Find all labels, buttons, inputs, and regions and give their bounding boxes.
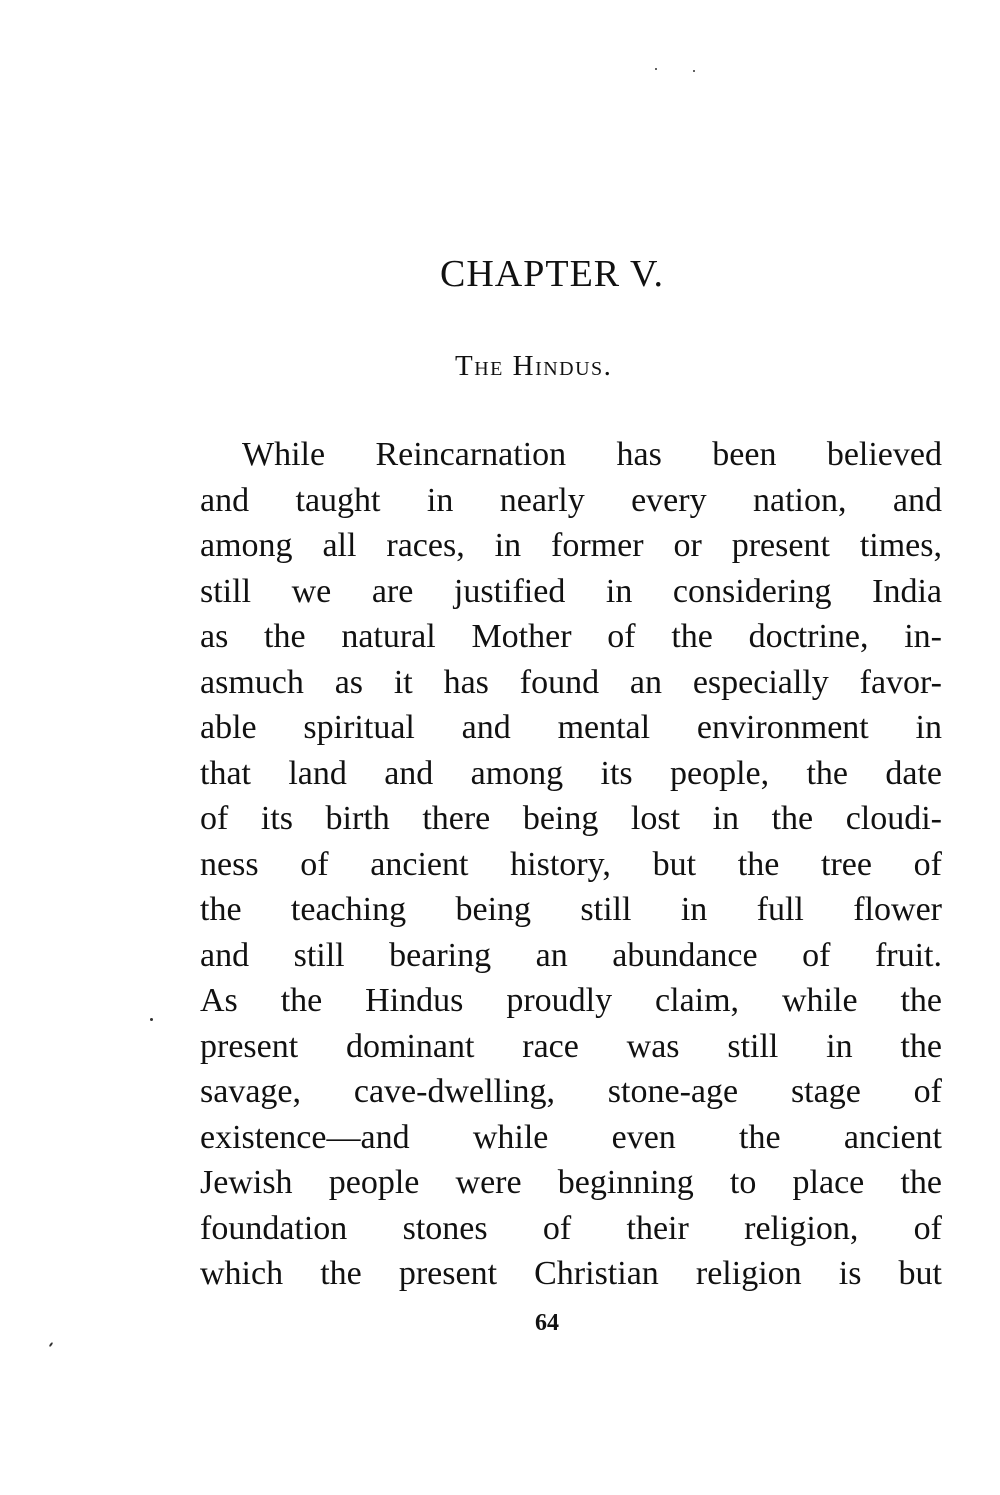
chapter-title: The Hindus. bbox=[455, 350, 613, 382]
text-line: able spiritual and mental environment in bbox=[200, 709, 942, 746]
text-line: While Reincarnation has been believed bbox=[242, 436, 942, 473]
text-line: foundation stones of their religion, of bbox=[200, 1209, 942, 1247]
text-line: asmuch as it has found an especially favor- bbox=[200, 663, 942, 701]
text-line: among all races, in former or present times, bbox=[200, 527, 942, 564]
text-line: Jewish people were beginning to place the bbox=[200, 1164, 942, 1201]
text-line: ness of ancient history, but the tree of bbox=[200, 845, 942, 883]
scan-speck bbox=[49, 1342, 54, 1347]
scan-speck bbox=[693, 70, 695, 72]
text-line: savage, cave-dwelling, stone-age stage of bbox=[200, 1073, 942, 1110]
text-line: present dominant race was still in the bbox=[200, 1027, 942, 1065]
scan-speck bbox=[150, 1018, 153, 1021]
chapter-number: CHAPTER V. bbox=[440, 253, 664, 295]
text-line: and taught in nearly every nation, and bbox=[200, 481, 942, 519]
text-line: as the natural Mother of the doctrine, in- bbox=[200, 618, 942, 655]
page-number: 64 bbox=[535, 1310, 559, 1336]
text-line: As the Hindus proudly claim, while the bbox=[200, 982, 942, 1019]
text-line: still we are justified in considering India bbox=[200, 572, 942, 610]
body-text bbox=[200, 432, 942, 1297]
text-line: which the present Christian religion is but bbox=[200, 1255, 942, 1292]
text-line: the teaching being still in full flower bbox=[200, 891, 942, 928]
text-line: existence—and while even the ancient bbox=[200, 1118, 942, 1156]
text-line: and still bearing an abundance of fruit. bbox=[200, 936, 942, 974]
scan-speck bbox=[655, 68, 657, 70]
text-line: of its birth there being lost in the cloudi- bbox=[200, 800, 942, 837]
text-line: that land and among its people, the date bbox=[200, 754, 942, 792]
